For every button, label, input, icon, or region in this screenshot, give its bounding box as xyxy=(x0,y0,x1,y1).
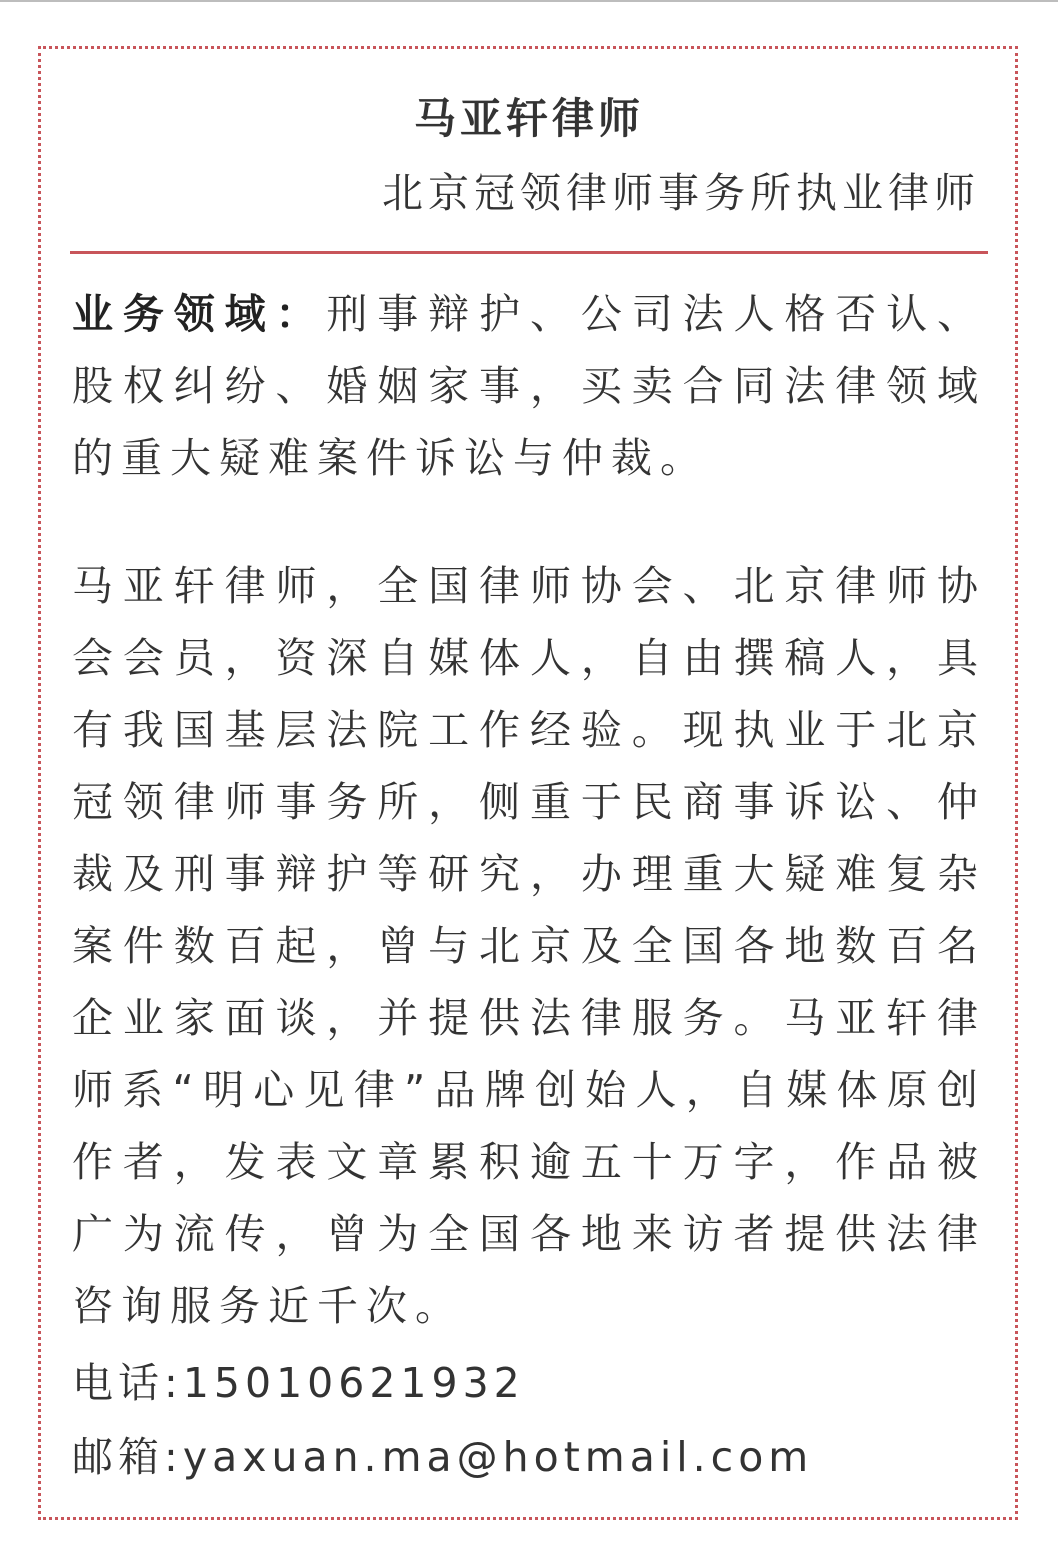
lawyer-name: 马亚轩律师 xyxy=(413,94,644,143)
email-line: 邮箱:yaxuan.ma@hotmail.com xyxy=(72,1433,814,1481)
practice-area-paragraph xyxy=(72,278,986,494)
section-divider xyxy=(70,251,988,254)
bio-paragraph: 马亚轩律师，全国律师协会、北京律师协会会员，资深自媒体人，自由撰稿人，具有我国基层法院工作经验。现执业于北京冠领律师事务所，侧重于民商事诉讼、仲裁及刑事辩护等研究，办理重大疑难复杂案件数百起，曾与北京及全国各地数百名企业家面谈，并提供法律服务。马亚轩律师系“明心见律”品牌创始人，自媒体原创作者，发表文章累积逾五十万字，作品被广为流传，曾为全国各地来访者提供法律咨询服务近千次。 xyxy=(72,562,986,1330)
firm-title: 北京冠领律师事务所执业律师 xyxy=(382,169,980,217)
practice-area-label: 业务领域： xyxy=(72,290,327,338)
practice-area-text: 刑事辩护、公司法人格否认、股权纠纷、婚姻家事，买卖合同法律领域的重大疑难案件诉讼与仲裁。 xyxy=(72,290,987,482)
top-rule xyxy=(0,0,1058,2)
phone-line: 电话:15010621932 xyxy=(72,1359,525,1407)
